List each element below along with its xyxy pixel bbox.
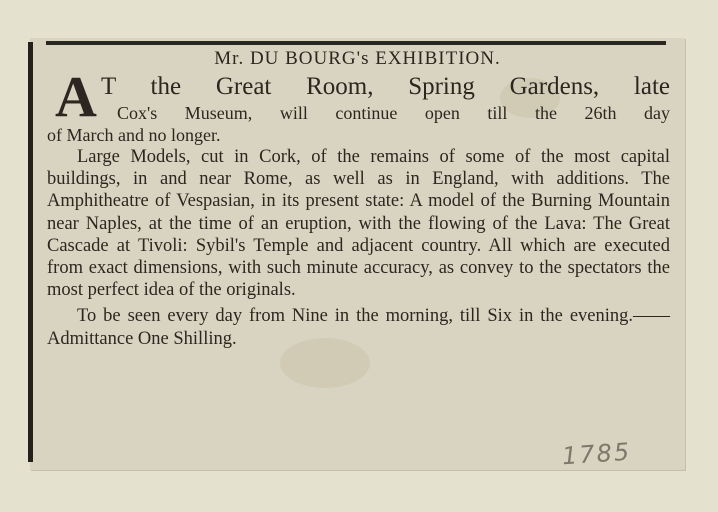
top-rule xyxy=(46,41,666,45)
lead-line-3: of March and no longer. xyxy=(47,125,221,145)
admission-details: To be seen every day from Nine in the morning, till Six in the evening.——Admittance One Shilling. xyxy=(47,306,670,349)
lead-paragraph xyxy=(45,64,670,146)
clipping-left-edge xyxy=(28,42,33,462)
handwritten-year: 1785 xyxy=(561,437,632,471)
advertisement-heading: Mr. DU BOURG's EXHIBITION. xyxy=(214,48,501,69)
exhibition-description: Large Models, cut in Cork, of the remains of some of the most capital buildings, in and near Rome, as well as in England, with additions. The Amphitheatre of Vespasian, in its present state: A model of the Burning Mountain near Naples, at the time of an eruption, with the flowing of the Lava: The Great Cascade at Tivoli: Sybil's Temple and adjacent country. All which are executed from exact dimensions, with such minute accuracy, as convey to the spectators the most perfect idea of the originals. xyxy=(47,147,670,301)
lead-line-1: T the Great Room, Spring Gardens, late xyxy=(101,73,670,100)
lead-line-2: Cox's Museum, will continue open till the 26th day xyxy=(117,103,670,123)
advertisement-text xyxy=(45,46,670,350)
drop-cap: A xyxy=(55,64,97,129)
